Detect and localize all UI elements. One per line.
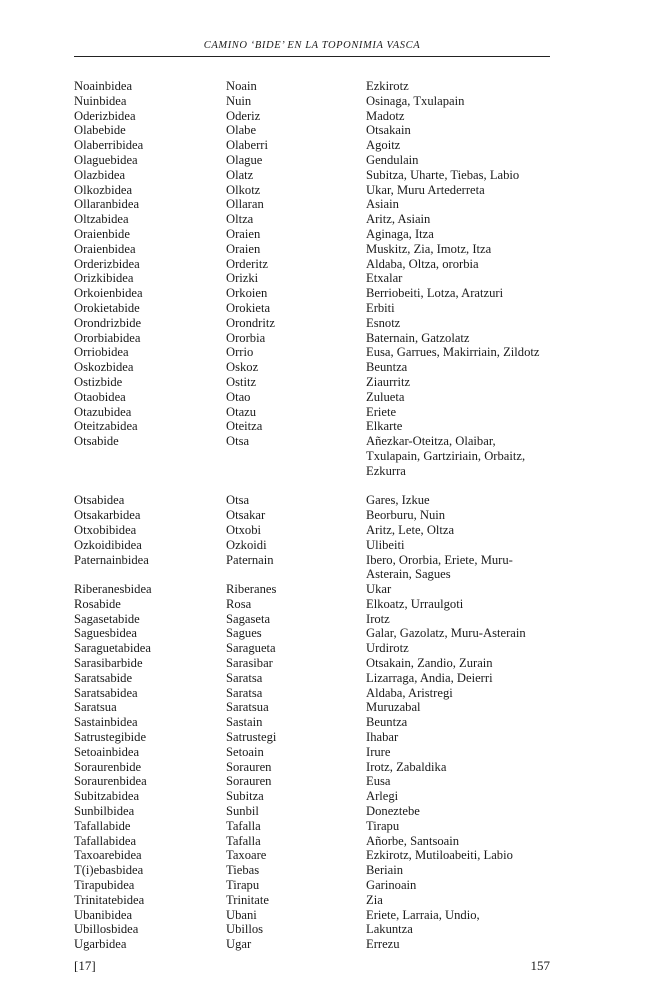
locations: Madotz bbox=[366, 108, 405, 123]
path-name: Ugarbidea bbox=[74, 937, 127, 952]
locations: Ziaurritz bbox=[366, 374, 411, 389]
table-row bbox=[74, 686, 554, 701]
path-name: Ollaranbidea bbox=[74, 197, 140, 212]
locations: Berriobeiti, Lotza, Aratzuri bbox=[366, 286, 504, 301]
locations: Eusa bbox=[366, 774, 391, 789]
locations: Agoitz bbox=[366, 138, 401, 153]
path-name: Otsakarbidea bbox=[74, 508, 141, 523]
place-name: Sorauren bbox=[226, 774, 272, 789]
locations: Irure bbox=[366, 744, 391, 759]
table-row bbox=[74, 109, 554, 124]
place-name: Saratsua bbox=[226, 700, 269, 715]
place-name: Subitza bbox=[226, 789, 264, 804]
place-name: Sagaseta bbox=[226, 611, 271, 626]
place-name: Rosa bbox=[226, 596, 252, 611]
locations: Irotz bbox=[366, 611, 390, 626]
table-row bbox=[74, 863, 554, 878]
table-row bbox=[74, 493, 554, 508]
path-name: Oltzabidea bbox=[74, 212, 129, 227]
path-name: Oteitzabidea bbox=[74, 419, 138, 434]
path-name: Riberanesbidea bbox=[74, 582, 152, 597]
locations: Zia bbox=[366, 892, 383, 907]
table-row bbox=[74, 774, 554, 789]
place-name: Tiebas bbox=[226, 863, 260, 878]
locations: Etxalar bbox=[366, 271, 403, 286]
table-row bbox=[74, 612, 554, 627]
place-name: Ororbia bbox=[226, 330, 266, 345]
path-name: T(i)ebasbidea bbox=[74, 863, 144, 878]
place-name: Satrustegi bbox=[226, 730, 277, 745]
place-name: Tafalla bbox=[226, 833, 261, 848]
place-name: Oraien bbox=[226, 241, 261, 256]
locations: Ukar, Muru Artederreta bbox=[366, 182, 485, 197]
locations: Elkoatz, Urraulgoti bbox=[366, 596, 464, 611]
table-row bbox=[74, 715, 554, 730]
path-name: Sagasetabide bbox=[74, 611, 140, 626]
place-name bbox=[226, 449, 366, 464]
locations: Eriete bbox=[366, 404, 397, 419]
path-name: Oraienbide bbox=[74, 226, 130, 241]
path-name: Ozkoidibidea bbox=[74, 537, 142, 552]
table-row bbox=[74, 834, 554, 849]
locations: Aldaba, Aristregi bbox=[366, 685, 453, 700]
table-row bbox=[74, 227, 554, 242]
place-name: Otsakar bbox=[226, 508, 266, 523]
path-name: Noainbidea bbox=[74, 79, 133, 93]
locations: Lizarraga, Andia, Deierri bbox=[366, 670, 493, 685]
place-name: Orderitz bbox=[226, 256, 268, 271]
place-name: Taxoare bbox=[226, 848, 267, 863]
table-row bbox=[74, 242, 554, 257]
locations: Elkarte bbox=[366, 419, 403, 434]
place-name: Ugar bbox=[226, 937, 252, 952]
table-row bbox=[74, 700, 554, 715]
place-name: Paternain bbox=[226, 552, 274, 567]
path-name: Sunbilbidea bbox=[74, 804, 135, 819]
place-name: Ollaran bbox=[226, 197, 264, 212]
table-row bbox=[74, 94, 554, 109]
locations: Beriain bbox=[366, 863, 404, 878]
place-name: Oteitza bbox=[226, 419, 263, 434]
place-name: Sagues bbox=[226, 626, 262, 641]
header-rule bbox=[74, 56, 550, 57]
place-name: Olaberri bbox=[226, 138, 268, 153]
locations: Aritz, Asiain bbox=[366, 212, 431, 227]
place-name: Orrio bbox=[226, 345, 254, 360]
locations: Ezkirotz bbox=[366, 79, 409, 93]
path-name: Olazbidea bbox=[74, 167, 126, 182]
path-name: Olabebide bbox=[74, 123, 126, 138]
table-row bbox=[74, 523, 554, 538]
locations: Doneztebe bbox=[366, 804, 420, 819]
table-row bbox=[74, 908, 554, 923]
place-name: Olatz bbox=[226, 167, 254, 182]
locations: Aritz, Lete, Oltza bbox=[366, 522, 455, 537]
path-name: Otazubidea bbox=[74, 404, 132, 419]
place-name: Oltza bbox=[226, 212, 254, 227]
path-name: Olaguebidea bbox=[74, 152, 138, 167]
path-name: Orderizbidea bbox=[74, 256, 140, 271]
place-name: Ostitz bbox=[226, 374, 257, 389]
path-name: Soraurenbide bbox=[74, 759, 142, 774]
table-row bbox=[74, 893, 554, 908]
path-name: Ororbiabidea bbox=[74, 330, 141, 345]
table-row bbox=[74, 553, 554, 568]
path-name: Trinitatebidea bbox=[74, 892, 145, 907]
locations: Aldaba, Oltza, ororbia bbox=[366, 256, 479, 271]
locations: Añorbe, Santsoain bbox=[366, 833, 460, 848]
table-row-continuation bbox=[74, 567, 554, 582]
locations: Muruzabal bbox=[366, 700, 421, 715]
path-name: Otaobidea bbox=[74, 389, 126, 404]
table-row bbox=[74, 271, 554, 286]
path-name: Saguesbidea bbox=[74, 626, 137, 641]
path-name: Sarasibarbide bbox=[74, 656, 143, 671]
place-name: Orizki bbox=[226, 271, 259, 286]
place-name: Otsa bbox=[226, 434, 250, 449]
table-row bbox=[74, 760, 554, 775]
place-name: Oraien bbox=[226, 226, 261, 241]
locations: Eriete, Larraia, Undio, bbox=[366, 907, 480, 922]
table-row bbox=[74, 405, 554, 420]
table-row-continuation bbox=[74, 464, 554, 479]
table-row bbox=[74, 123, 554, 138]
place-name: Noain bbox=[226, 79, 257, 93]
place-name: Nuin bbox=[226, 93, 252, 108]
place-name: Orkoien bbox=[226, 286, 268, 301]
place-name: Ozkoidi bbox=[226, 537, 267, 552]
table-row bbox=[74, 286, 554, 301]
place-name: Tafalla bbox=[226, 818, 261, 833]
path-name: Satrustegibide bbox=[74, 730, 147, 745]
table-row bbox=[74, 390, 554, 405]
path-name: Ubillosbidea bbox=[74, 922, 139, 937]
path-name: Olkozbidea bbox=[74, 182, 133, 197]
place-name: Otsa bbox=[226, 493, 250, 508]
table-row bbox=[74, 626, 554, 641]
place-name: Olkotz bbox=[226, 182, 261, 197]
locations: Otsakain, Zandio, Zurain bbox=[366, 656, 493, 671]
locations: Ezkurra bbox=[366, 463, 406, 478]
table-row bbox=[74, 538, 554, 553]
table-row bbox=[74, 419, 554, 434]
locations: Añezkar-Oteitza, Olaibar, bbox=[366, 434, 496, 449]
table-row bbox=[74, 641, 554, 656]
table-row bbox=[74, 183, 554, 198]
place-name: Sorauren bbox=[226, 759, 272, 774]
table-row bbox=[74, 212, 554, 227]
table-row bbox=[74, 597, 554, 612]
page-number: 157 bbox=[530, 958, 550, 973]
locations: Beorburu, Nuin bbox=[366, 508, 446, 523]
path-name: Orkoienbidea bbox=[74, 286, 143, 301]
path-name: Orriobidea bbox=[74, 345, 129, 360]
table-row bbox=[74, 79, 554, 94]
locations: Gares, Izkue bbox=[366, 493, 430, 508]
table-row-continuation bbox=[74, 449, 554, 464]
locations: Subitza, Uharte, Tiebas, Labio bbox=[366, 167, 520, 182]
locations: Tirapu bbox=[366, 818, 400, 833]
place-name: Oderiz bbox=[226, 108, 261, 123]
table-row bbox=[74, 168, 554, 183]
table-row bbox=[74, 153, 554, 168]
path-name: Oskozbidea bbox=[74, 360, 134, 375]
place-name: Olabe bbox=[226, 123, 257, 138]
path-name: Rosabide bbox=[74, 596, 121, 611]
locations: Ibero, Ororbia, Eriete, Muru- bbox=[366, 552, 513, 567]
path-name: Sastainbidea bbox=[74, 715, 138, 730]
locations: Txulapain, Gartziriain, Orbaitz, bbox=[366, 448, 526, 463]
place-name: Sarasibar bbox=[226, 656, 273, 671]
locations: Ihabar bbox=[366, 730, 399, 745]
locations: Eusa, Garrues, Makirriain, Zildotz bbox=[366, 345, 540, 360]
table-row bbox=[74, 745, 554, 760]
place-name: Oskoz bbox=[226, 360, 259, 375]
path-name: Otsabide bbox=[74, 434, 119, 449]
path-name: Ostizbide bbox=[74, 374, 123, 389]
locations: Ezkirotz, Mutiloabeiti, Labio bbox=[366, 848, 513, 863]
locations: Ulibeiti bbox=[366, 537, 405, 552]
table-row bbox=[74, 878, 554, 893]
table-row bbox=[74, 922, 554, 937]
place-name: Otxobi bbox=[226, 522, 261, 537]
locations: Zulueta bbox=[366, 389, 405, 404]
table-row bbox=[74, 848, 554, 863]
table-row bbox=[74, 375, 554, 390]
locations: Arlegi bbox=[366, 789, 399, 804]
locations: Erbiti bbox=[366, 300, 395, 315]
place-name: Olague bbox=[226, 152, 263, 167]
table-row bbox=[74, 434, 554, 449]
path-name: Tafallabidea bbox=[74, 833, 137, 848]
place-name: Saratsa bbox=[226, 670, 263, 685]
locations: Osinaga, Txulapain bbox=[366, 93, 465, 108]
place-name: Riberanes bbox=[226, 582, 277, 597]
table-row bbox=[74, 331, 554, 346]
place-name: Sastain bbox=[226, 715, 263, 730]
locations: Muskitz, Zia, Imotz, Itza bbox=[366, 241, 492, 256]
table-row bbox=[74, 819, 554, 834]
path-name: Paternainbidea bbox=[74, 552, 149, 567]
locations: Asiain bbox=[366, 197, 399, 212]
table-row bbox=[74, 316, 554, 331]
table-row bbox=[74, 730, 554, 745]
place-name: Saratsa bbox=[226, 685, 263, 700]
table-row bbox=[74, 582, 554, 597]
table-row bbox=[74, 360, 554, 375]
place-name: Setoain bbox=[226, 744, 264, 759]
table-row bbox=[74, 937, 554, 952]
place-name: Orokieta bbox=[226, 300, 271, 315]
path-name: Tirapubidea bbox=[74, 878, 135, 893]
path-name: Saratsua bbox=[74, 700, 117, 715]
place-name bbox=[226, 464, 366, 479]
locations: Irotz, Zabaldika bbox=[366, 759, 447, 774]
path-name: Tafallabide bbox=[74, 818, 131, 833]
path-name: Saraguetabidea bbox=[74, 641, 151, 656]
path-name: Subitzabidea bbox=[74, 789, 140, 804]
locations: Asterain, Sagues bbox=[366, 567, 451, 582]
path-name: Ubanibidea bbox=[74, 907, 133, 922]
path-name bbox=[74, 464, 226, 479]
table-row bbox=[74, 301, 554, 316]
locations: Esnotz bbox=[366, 315, 401, 330]
table-row bbox=[74, 138, 554, 153]
path-name: Otsabidea bbox=[74, 493, 125, 508]
locations: Errezu bbox=[366, 937, 400, 952]
locations: Beuntza bbox=[366, 715, 408, 730]
path-name: Setoainbidea bbox=[74, 744, 140, 759]
locations: Urdirotz bbox=[366, 641, 409, 656]
table-row bbox=[74, 345, 554, 360]
locations: Ukar bbox=[366, 582, 392, 597]
path-name bbox=[74, 567, 226, 582]
place-name: Otao bbox=[226, 389, 251, 404]
place-name: Trinitate bbox=[226, 892, 269, 907]
locations: Aginaga, Itza bbox=[366, 226, 434, 241]
footer-reference: [17] bbox=[74, 958, 96, 973]
table-row bbox=[74, 257, 554, 272]
table-row bbox=[74, 804, 554, 819]
place-name: Ubani bbox=[226, 907, 257, 922]
place-name: Saragueta bbox=[226, 641, 276, 656]
path-name: Taxoarebidea bbox=[74, 848, 142, 863]
path-name: Oderizbidea bbox=[74, 108, 136, 123]
locations: Garinoain bbox=[366, 878, 417, 893]
running-header: CAMINO ‘BIDE’ EN LA TOPONIMIA VASCA bbox=[203, 40, 421, 51]
table-row bbox=[74, 508, 554, 523]
locations: Baternain, Gatzolatz bbox=[366, 330, 470, 345]
path-name: Otxobibidea bbox=[74, 522, 137, 537]
table-row bbox=[74, 671, 554, 686]
path-name: Oraienbidea bbox=[74, 241, 136, 256]
place-name: Ubillos bbox=[226, 922, 264, 937]
path-name bbox=[74, 449, 226, 464]
locations: Galar, Gazolatz, Muru-Asterain bbox=[366, 626, 526, 641]
toponym-table bbox=[74, 79, 554, 952]
path-name: Olaberribidea bbox=[74, 138, 144, 153]
path-name: Orokietabide bbox=[74, 300, 140, 315]
table-row bbox=[74, 656, 554, 671]
path-name: Soraurenbidea bbox=[74, 774, 147, 789]
path-name: Saratsabidea bbox=[74, 685, 138, 700]
table-row bbox=[74, 197, 554, 212]
place-name: Orondritz bbox=[226, 315, 275, 330]
locations: Beuntza bbox=[366, 360, 408, 375]
locations: Gendulain bbox=[366, 152, 419, 167]
path-name: Saratsabide bbox=[74, 670, 133, 685]
place-name: Tirapu bbox=[226, 878, 260, 893]
place-name bbox=[226, 567, 366, 582]
path-name: Orizkibidea bbox=[74, 271, 134, 286]
locations: Lakuntza bbox=[366, 922, 413, 937]
place-name: Otazu bbox=[226, 404, 257, 419]
table-row bbox=[74, 789, 554, 804]
row-spacer bbox=[74, 479, 554, 494]
path-name: Nuinbidea bbox=[74, 93, 127, 108]
path-name: Orondrizbide bbox=[74, 315, 142, 330]
place-name: Sunbil bbox=[226, 804, 259, 819]
locations: Otsakain bbox=[366, 123, 411, 138]
